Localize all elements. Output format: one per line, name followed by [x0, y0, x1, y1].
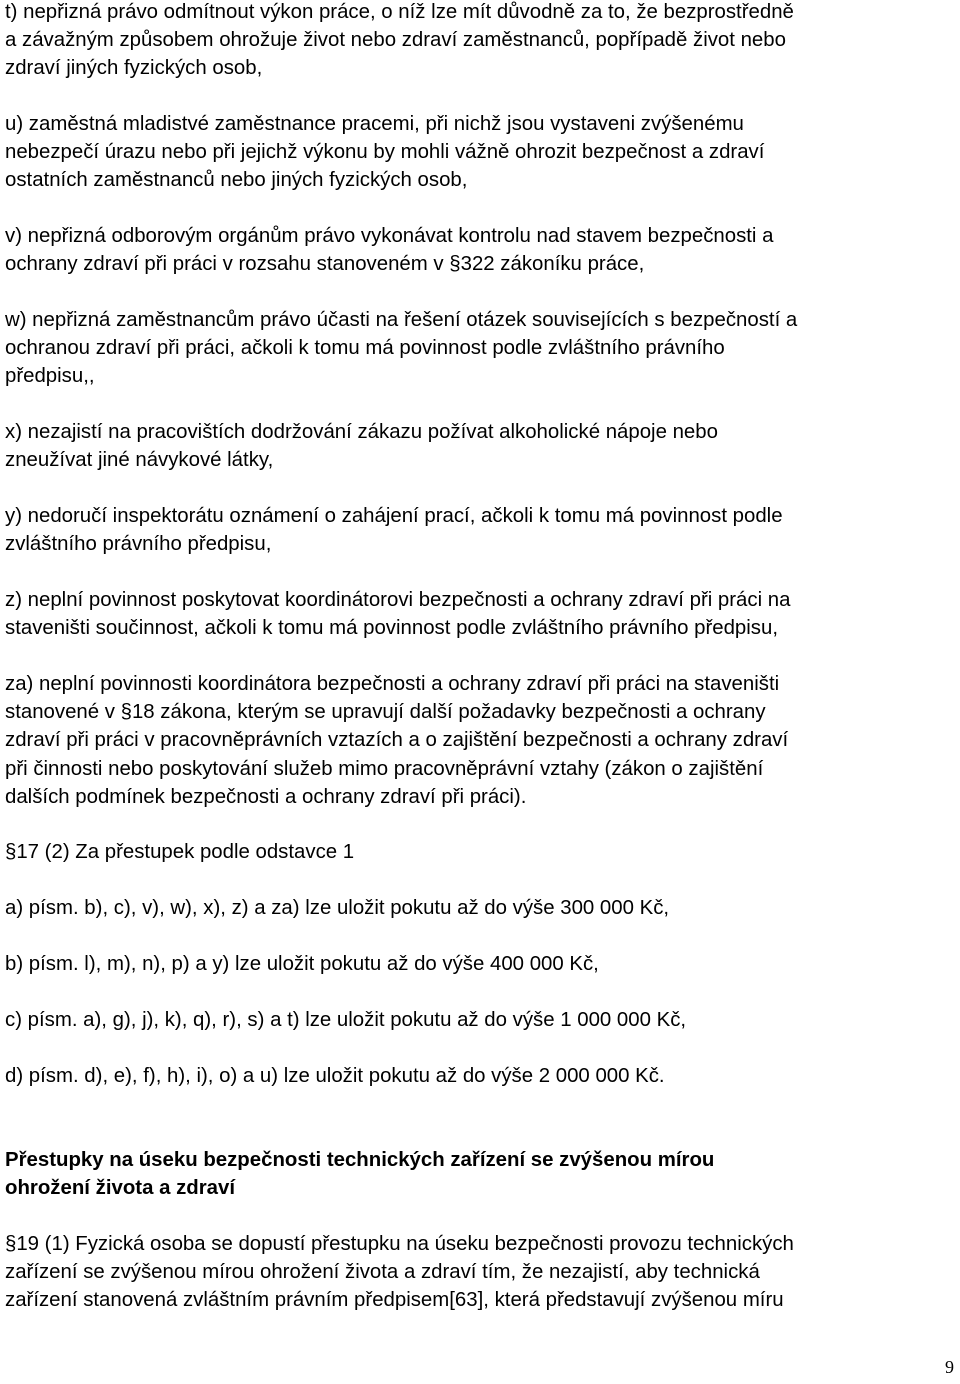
section-19-1: §19 (1) Fyzická osoba se dopustí přestupku na úseku bezpečnosti provozu technických zařízení se zvýšenou mírou ohrožení života a zdraví tím, že nezajistí, aby technická zařízení stanovená zvláštním právním předpisem[63], která představují zvýšenou míru [5, 1233, 794, 1312]
paragraph-z: z) neplní povinnost poskytovat koordinátorovi bezpečnosti a ochrany zdraví při práci na staveništi součinnost, ačkoli k tomu má povinnost podle zvláštního právního předpisu, [5, 589, 791, 640]
paragraph-t: t) nepřizná právo odmítnout výkon práce, o níž lze mít důvodně za to, že bezprostředně a závažným způsobem ohrožuje život nebo zdraví zaměstnanců, popřípadě život nebo zdraví jiných fyzických osob, [5, 1, 794, 80]
paragraph-x: x) nezajistí na pracovištích dodržování zákazu požívat alkoholické nápoje nebo zneužívat jiné návykové látky, [5, 421, 718, 472]
penalty-item-d: d) písm. d), e), f), h), i), o) a u) lze uložit pokutu až do výše 2 000 000 Kč. [5, 1065, 665, 1087]
page-number: 9 [945, 1357, 954, 1377]
paragraph-v: v) nepřizná odborovým orgánům právo vykonávat kontrolu nad stavem bezpečnosti a ochrany zdraví při práci v rozsahu stanoveném v §322 zákoníku práce, [5, 225, 774, 276]
paragraph-y: y) nedoručí inspektorátu oznámení o zahájení prací, ačkoli k tomu má povinnost podle zvláštního právního předpisu, [5, 505, 783, 556]
penalty-item-b: b) písm. l), m), n), p) a y) lze uložit pokutu až do výše 400 000 Kč, [5, 953, 599, 975]
paragraph-u: u) zaměstná mladistvé zaměstnance pracemi, při nichž jsou vystaveni zvýšenému nebezpečí úrazu nebo při jejichž výkonu by mohli vážně ohrozit bezpečnost a zdraví ostatních zaměstnanců nebo jiných fyzických osob, [5, 113, 765, 192]
paragraph-za: za) neplní povinnosti koordinátora bezpečnosti a ochrany zdraví při práci na staveništi stanovené v §18 zákona, kterým se upravují další požadavky bezpečnosti a ochrany zdraví při práci v pracovněprávních vztazích a o zajištění bezpečnosti a ochrany zdraví při činnosti nebo poskytování služeb mimo pracovněprávní vztahy (zákon o zajištění dalších podmínek bezpečnosti a ochrany zdraví při práci). [5, 673, 789, 808]
penalty-item-c: c) písm. a), g), j), k), q), r), s) a t) lze uložit pokutu až do výše 1 000 000 Kč, [5, 1009, 687, 1031]
section-17-2: §17 (2) Za přestupek podle odstavce 1 [5, 841, 355, 863]
section-heading: Přestupky na úseku bezpečnosti technických zařízení se zvýšenou mírou ohrožení života a zdraví [5, 1149, 715, 1200]
paragraph-w: w) nepřizná zaměstnancům právo účasti na řešení otázek souvisejících s bezpečností a ochranou zdraví při práci, ačkoli k tomu má povinnost podle zvláštního právního předpisu,, [5, 309, 798, 388]
penalty-item-a: a) písm. b), c), v), w), x), z) a za) lze uložit pokutu až do výše 300 000 Kč, [5, 897, 670, 919]
